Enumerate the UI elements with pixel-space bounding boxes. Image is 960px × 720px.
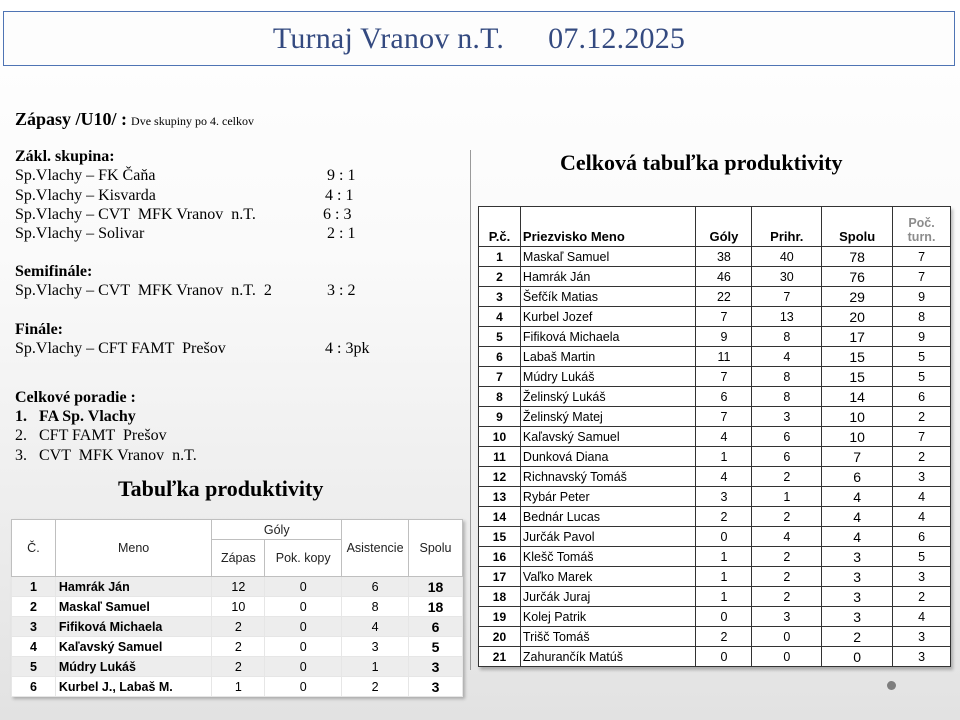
cell-total: 29 [822,287,893,307]
cell-rank: 5 [479,327,521,347]
final-label: Finále: [15,320,63,338]
cell-tournaments: 3 [893,467,951,487]
cell-tournaments: 6 [893,527,951,547]
cell-tournaments: 3 [893,567,951,587]
final-pair: Sp.Vlachy – CFT FAMT Prešov [15,339,226,357]
cell-goals: 38 [696,247,752,267]
cell-tournaments: 2 [893,587,951,607]
cell-name: Fifiková Michaela [520,327,696,347]
table-row [479,567,951,587]
cell-rank: 6 [479,347,521,367]
cell-goals: 7 [696,407,752,427]
cell-tournaments: 5 [893,547,951,567]
cell-tournaments: 2 [893,447,951,467]
cell-total: 7 [822,447,893,467]
cell-goals: 22 [696,287,752,307]
cell-tournaments: 4 [893,507,951,527]
cell-assists: 2 [752,547,822,567]
table-row [479,267,951,287]
cell-tournaments: 4 [893,487,951,507]
bullet-dot [887,681,896,690]
big-table-title: Celková tabuľka produktivity [560,150,843,175]
table-row: 4 Kaľavský Samuel 2 0 3 5 [12,637,463,657]
cell-tournaments: 3 [893,627,951,647]
final-score: 4 : 3pk [325,339,370,357]
cell-tournaments: 9 [893,327,951,347]
table-row [479,547,951,567]
cell-assists: 2 [752,467,822,487]
table-row: 6 Kurbel J., Labaš M. 1 0 2 3 [12,677,463,697]
match-pair: Sp.Vlachy – CVT MFK Vranov n.T. [15,205,256,223]
cell-rank: 10 [479,427,521,447]
cell-tournaments: 5 [893,347,951,367]
cell-goals: 1 [696,567,752,587]
cell-rank: 13 [479,487,521,507]
cell-rank: 7 [479,367,521,387]
col-rank: P.č. [479,207,521,247]
cell-rank: 11 [479,447,521,467]
cell-goals: 4 [696,467,752,487]
semi-row [15,281,465,300]
cell-rank: 20 [479,627,521,647]
cell-total: 10 [822,407,893,427]
cell-name: Dunková Diana [520,447,696,467]
cell-total: 14 [822,387,893,407]
cell-name: Kolej Patrik [520,607,696,627]
cell-tournaments: 4 [893,607,951,627]
col-rank: Č. [12,520,56,577]
cell-assists: 2 [752,507,822,527]
ranking-item: 3. CVT MFK Vranov n.T. [15,446,197,464]
matches-heading-line [15,110,465,131]
table-row [479,587,951,607]
semi-pair: Sp.Vlachy – CVT MFK Vranov n.T. 2 [15,282,272,300]
cell-name: Kaľavský Samuel [520,427,696,447]
cell-name: Kurbel Jozef [520,307,696,327]
cell-rank: 9 [479,407,521,427]
cell-total: 3 [822,587,893,607]
cell-goals: 1 [696,587,752,607]
ranking-heading: Celkové poradie : [15,389,136,407]
cell-name: Jurčák Pavol [520,527,696,547]
cell-goals: 0 [696,647,752,667]
cell-tournaments: 2 [893,407,951,427]
table-row [479,507,951,527]
cell-total: 3 [822,607,893,627]
cell-name: Labaš Martin [520,347,696,367]
table-row [479,527,951,547]
table-row [479,647,951,667]
table-row [479,327,951,347]
cell-assists: 6 [752,447,822,467]
cell-assists: 4 [752,527,822,547]
cell-name: Zahurančík Matúš [520,647,696,667]
table-row [479,307,951,327]
cell-rank: 14 [479,507,521,527]
col-match-goals: Zápas [212,540,265,577]
matches-heading: Zápasy /U10/ : [15,109,128,129]
cell-assists: 4 [752,347,822,367]
cell-assists: 30 [752,267,822,287]
cell-tournaments: 9 [893,287,951,307]
cell-rank: 16 [479,547,521,567]
cell-goals: 7 [696,367,752,387]
cell-goals: 9 [696,327,752,347]
table-row [479,367,951,387]
column-divider [470,150,471,670]
col-goals: Góly [212,520,342,540]
cell-name: Múdry Lukáš [520,367,696,387]
cell-rank: 1 [479,247,521,267]
cell-rank: 19 [479,607,521,627]
match-row [15,166,465,185]
cell-total: 78 [822,247,893,267]
cell-name: Želinský Lukáš [520,387,696,407]
ranking-list [15,407,465,465]
match-row [15,224,465,243]
col-total: Spolu [409,520,463,577]
cell-rank: 18 [479,587,521,607]
match-row [15,186,465,205]
page-title [273,22,685,56]
ranking-item: 1. FA Sp. Vlachy [15,408,136,426]
small-table-title: Tabuľka produktivity [118,476,324,501]
cell-name: Richnavský Tomáš [520,467,696,487]
table-row [479,627,951,647]
semi-score: 3 : 2 [327,282,356,300]
tournament-name: Turnaj Vranov n.T. [272,21,505,55]
cell-total: 2 [822,627,893,647]
table-row [479,387,951,407]
cell-name: Klešč Tomáš [520,547,696,567]
cell-goals: 11 [696,347,752,367]
match-score: 6 : 3 [323,205,352,223]
cell-assists: 8 [752,387,822,407]
col-penalty-goals: Pok. kopy [265,540,342,577]
cell-total: 76 [822,267,893,287]
cell-goals: 0 [696,607,752,627]
cell-total: 15 [822,367,893,387]
cell-name: Bednár Lucas [520,507,696,527]
cell-name: Rybár Peter [520,487,696,507]
cell-name: Hamrák Ján [520,267,696,287]
cell-tournaments: 5 [893,367,951,387]
cell-assists: 0 [752,647,822,667]
cell-goals: 2 [696,627,752,647]
semi-label: Semifinále: [15,263,93,281]
cell-total: 4 [822,487,893,507]
cell-rank: 8 [479,387,521,407]
cell-assists: 2 [752,587,822,607]
table-row [479,467,951,487]
cell-rank: 17 [479,567,521,587]
cell-tournaments: 8 [893,307,951,327]
cell-total: 3 [822,567,893,587]
matches-subheading: Dve skupiny po 4. celkov [131,114,255,128]
match-score: 4 : 1 [325,186,354,204]
col-name: Meno [55,520,212,577]
cell-assists: 0 [752,627,822,647]
table-row: 1 Hamrák Ján 12 0 6 18 [12,577,463,597]
cell-goals: 2 [696,507,752,527]
cell-goals: 6 [696,387,752,407]
col-name: Priezvisko Meno [520,207,696,247]
match-row [15,205,465,224]
match-pair: Sp.Vlachy – FK Čaňa [15,167,156,185]
table-row [479,427,951,447]
tournament-date: 07.12.2025 [548,21,686,55]
match-score: 9 : 1 [327,167,356,185]
table-row [479,447,951,467]
overall-productivity-table [478,206,951,667]
cell-goals: 46 [696,267,752,287]
cell-name: Šefčík Matias [520,287,696,307]
table-row: 2 Maskaľ Samuel 10 0 8 18 [12,597,463,617]
table-row [479,347,951,367]
cell-goals: 3 [696,487,752,507]
cell-total: 17 [822,327,893,347]
cell-assists: 3 [752,607,822,627]
cell-tournaments: 3 [893,647,951,667]
cell-assists: 8 [752,327,822,347]
col-goals: Góly [696,207,752,247]
cell-total: 3 [822,547,893,567]
table-row [479,607,951,627]
cell-name: Jurčák Juraj [520,587,696,607]
small-productivity-table [11,519,463,697]
cell-rank: 21 [479,647,521,667]
col-total: Spolu [822,207,893,247]
table-row [479,247,951,267]
cell-assists: 13 [752,307,822,327]
cell-total: 0 [822,647,893,667]
cell-tournaments: 6 [893,387,951,407]
matches-section [15,110,465,465]
table-row [479,407,951,427]
table-row: 5 Múdry Lukáš 2 0 1 3 [12,657,463,677]
cell-total: 20 [822,307,893,327]
cell-tournaments: 7 [893,427,951,447]
group-label: Zákl. skupina: [15,148,115,166]
cell-tournaments: 7 [893,247,951,267]
col-tournaments: Poč. turn. [893,207,951,247]
cell-goals: 7 [696,307,752,327]
table-row [479,487,951,507]
table-row [479,287,951,307]
match-pair: Sp.Vlachy – Solivar [15,225,145,243]
cell-goals: 1 [696,447,752,467]
cell-total: 4 [822,507,893,527]
cell-assists: 40 [752,247,822,267]
cell-rank: 2 [479,267,521,287]
cell-assists: 6 [752,427,822,447]
cell-rank: 12 [479,467,521,487]
cell-name: Maskaľ Samuel [520,247,696,267]
cell-total: 10 [822,427,893,447]
cell-total: 6 [822,467,893,487]
cell-total: 4 [822,527,893,547]
col-assists: Asistencie [342,520,409,577]
cell-goals: 0 [696,527,752,547]
cell-tournaments: 7 [893,267,951,287]
final-row [15,339,465,358]
cell-assists: 1 [752,487,822,507]
cell-rank: 15 [479,527,521,547]
cell-rank: 3 [479,287,521,307]
title-box [3,11,955,66]
cell-name: Vaľko Marek [520,567,696,587]
table-row: 3 Fifiková Michaela 2 0 4 6 [12,617,463,637]
cell-total: 15 [822,347,893,367]
match-pair: Sp.Vlachy – Kisvarda [15,186,156,204]
cell-assists: 2 [752,567,822,587]
cell-assists: 8 [752,367,822,387]
cell-assists: 7 [752,287,822,307]
cell-assists: 3 [752,407,822,427]
cell-name: Trišč Tomáš [520,627,696,647]
cell-rank: 4 [479,307,521,327]
cell-name: Želinský Matej [520,407,696,427]
match-score: 2 : 1 [327,225,356,243]
col-assists: Prihr. [752,207,822,247]
ranking-item: 2. CFT FAMT Prešov [15,427,167,445]
cell-goals: 4 [696,427,752,447]
cell-goals: 1 [696,547,752,567]
